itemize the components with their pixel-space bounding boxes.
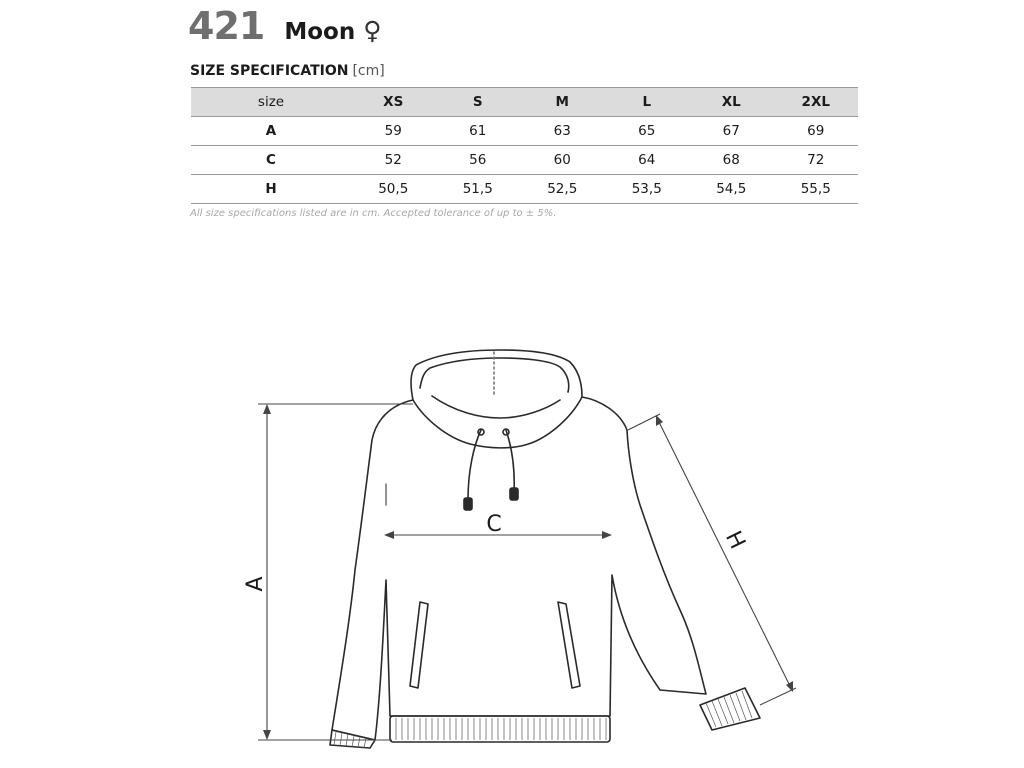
- hoodie-body-outline: [332, 397, 706, 740]
- measure-h-guide-top: [628, 414, 660, 430]
- spec-title-text: SIZE SPECIFICATION: [190, 63, 349, 79]
- column-header: 2XL: [774, 88, 859, 117]
- table-cell: 63: [520, 117, 605, 146]
- table-cell: 52: [351, 146, 436, 175]
- table-cell: 64: [605, 146, 690, 175]
- column-header: size: [191, 88, 351, 117]
- drawstring-tip-right: [510, 488, 518, 500]
- spec-unit: [cm]: [352, 63, 385, 79]
- hem-ribbing: [396, 718, 606, 740]
- column-header: L: [605, 88, 690, 117]
- hood-opening: [432, 396, 560, 418]
- measure-h-line: [656, 416, 792, 690]
- product-code: 421: [188, 4, 265, 48]
- measure-c-label: C: [486, 512, 502, 537]
- measure-a-label: A: [243, 576, 268, 592]
- arrow-h-bottom: [786, 681, 793, 692]
- column-header: XS: [351, 88, 436, 117]
- arrow-a-top: [263, 404, 271, 414]
- table-cell: 51,5: [436, 175, 521, 204]
- drawstring-left: [468, 430, 481, 500]
- table-cell: 69: [774, 117, 859, 146]
- table-cell: 54,5: [689, 175, 774, 204]
- arrow-c-right: [602, 531, 612, 539]
- drawstring-tip-left: [464, 498, 472, 510]
- female-symbol-icon: ♀: [363, 16, 382, 45]
- row-label: C: [191, 146, 351, 175]
- product-name: Moon: [284, 19, 356, 45]
- pocket-left: [410, 602, 428, 688]
- table-cell: 55,5: [774, 175, 859, 204]
- table-cell: 59: [351, 117, 436, 146]
- arrow-c-left: [384, 531, 394, 539]
- table-cell: 56: [436, 146, 521, 175]
- table-cell: 61: [436, 117, 521, 146]
- row-label: H: [191, 175, 351, 204]
- table-cell: 72: [774, 146, 859, 175]
- measure-h-guide-bottom: [760, 688, 796, 705]
- table-cell: 53,5: [605, 175, 690, 204]
- drawstring-right: [506, 430, 514, 492]
- hem-band: [390, 716, 610, 742]
- row-label: A: [191, 117, 351, 146]
- column-header: S: [436, 88, 521, 117]
- tolerance-note: All size specifications listed are in cm. Accepted tolerance of up to ± 5%.: [190, 208, 557, 219]
- measure-h-label: H: [719, 527, 750, 554]
- table-cell: 68: [689, 146, 774, 175]
- arrow-a-bottom: [263, 730, 271, 740]
- table-cell: 52,5: [520, 175, 605, 204]
- column-header: XL: [689, 88, 774, 117]
- table-cell: 65: [605, 117, 690, 146]
- table-cell: 50,5: [351, 175, 436, 204]
- column-header: M: [520, 88, 605, 117]
- arrow-h-top: [656, 415, 663, 426]
- table-cell: 67: [689, 117, 774, 146]
- pocket-right: [558, 602, 580, 688]
- table-cell: 60: [520, 146, 605, 175]
- cuff-right: [700, 688, 760, 730]
